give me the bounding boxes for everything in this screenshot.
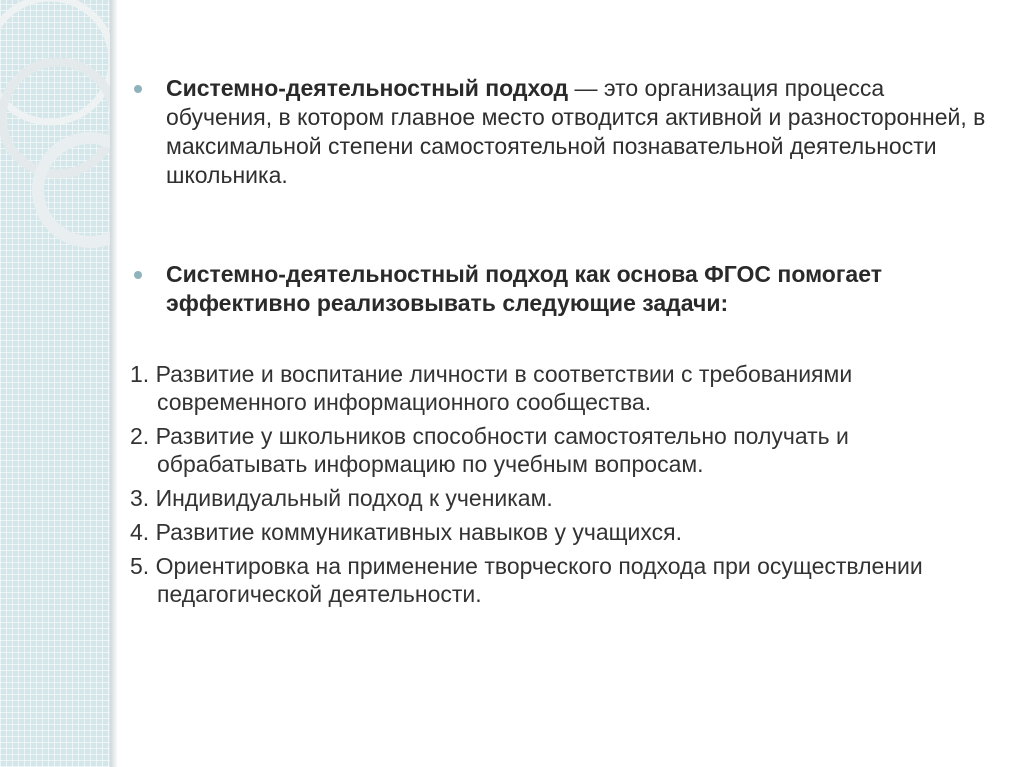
bullet-definition	[130, 74, 990, 190]
decorative-side-strip	[0, 0, 110, 767]
task-item-4: 4. Развитие коммуникативных навыков у учащихся.	[130, 519, 682, 545]
strip-shadow	[110, 0, 118, 767]
task-item-3: 3. Индивидуальный подход к ученикам.	[130, 485, 553, 511]
bullet-tasks-intro	[130, 260, 990, 318]
bullet-dot	[134, 271, 142, 279]
task-item-2: 2. Развитие у школьников способности самостоятельно получать и обрабатывать информацию по учебным вопросам.	[130, 423, 849, 477]
decorative-rings	[0, 0, 110, 767]
tasks-intro-text: Системно-деятельностный подход как основа ФГОС помогает эффективно реализовывать следующие задачи:	[166, 261, 882, 316]
task-item-5: 5. Ориентировка на применение творческого подхода при осуществлении педагогической деятельности.	[130, 553, 923, 607]
task-item-1: 1. Развитие и воспитание личности в соответствии с требованиями современного информационного сообщества.	[130, 361, 853, 415]
definition-text: — это организация процесса обучения, в котором главное место отводится активной и разносторонней, в максимальной степени самостоятельной познавательной деятельности школьника.	[166, 75, 986, 188]
definition-term: Системно-деятельностный подход	[166, 75, 569, 101]
bullet-dot	[134, 85, 142, 93]
slide-content	[130, 74, 990, 614]
